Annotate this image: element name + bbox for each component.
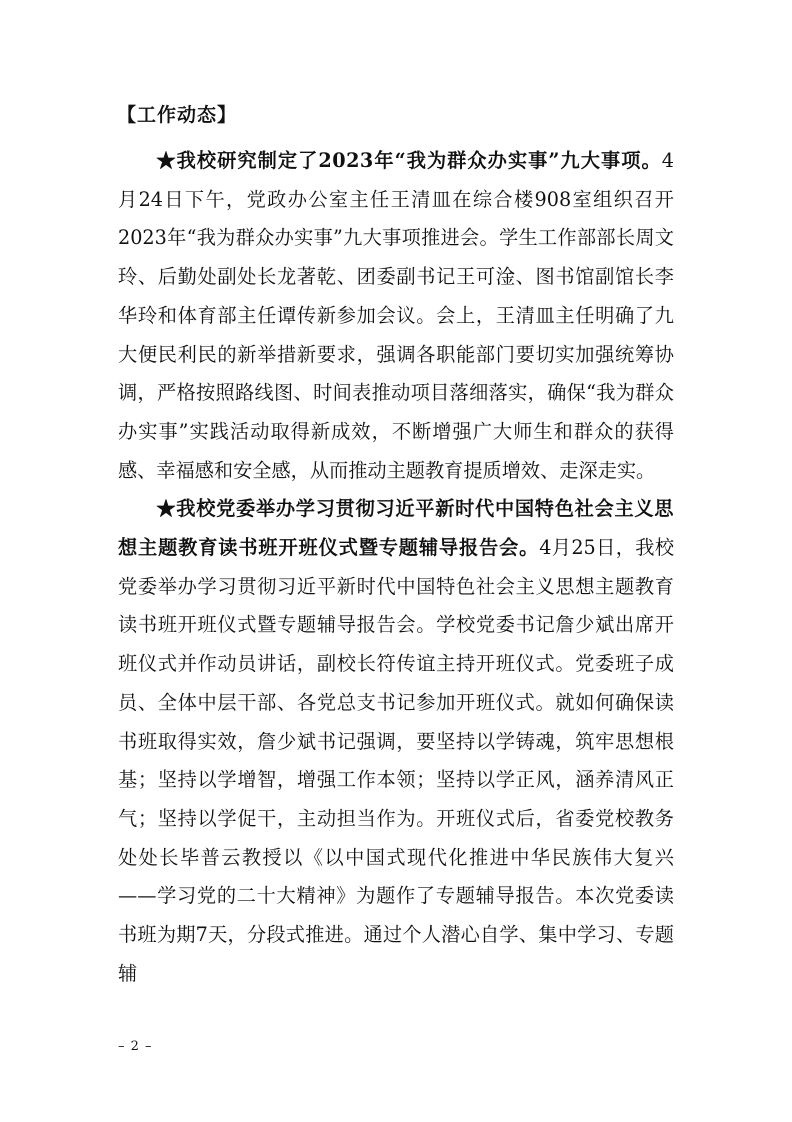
section-title: 【工作动态】 [117,104,238,126]
page-number: – 2 – [118,1039,153,1054]
news-body [118,142,674,993]
news-headline: ★我校研究制定了2023年“我为群众办实事”九大事项。 [156,149,662,172]
news-headline: ★我校党委举办学习贯彻习近平新时代中国特色社会主义思想主题教育读书班开班仪式暨专题辅导报告会。 [118,497,674,560]
news-item-plan [118,142,674,490]
news-content: 4月25日，我校党委举办学习贯彻习近平新时代中国特色社会主义思想主题教育读书班开班仪式暨专题辅导报告会。学校党委书记詹少斌出席开班仪式并作动员讲话，副校长符传谊主持开班仪式。党委班子成员、全体中层干部、各党总支书记参加开班仪式。就如何确保读书班取得实效，詹少斌书记强调，要坚持以学铸魂，筑牢思想根基；坚持以学增智，增强工作本领；坚持以学正风，涵养清风正气；坚持以学促干，主动担当作为。开班仪式后，省委党校教务处处长毕普云教授以《以中国式现代化推进中华民族伟大复兴——学习党的二十大精神》为题作了专题辅导报告。本次党委读书班为期7天，分段式推进。通过个人潜心自学、集中学习、专题辅 [118,536,675,985]
news-item-study-class [118,490,674,993]
news-content: 4月24日下午，党政办公室主任王清皿在综合楼908室组织召开2023年“我为群众办实事”九大事项推进会。学生工作部部长周文玲、后勤处副处长龙著乾、团委副书记王可淦、图书馆副馆长李华玲和体育部主任谭传新参加会议。会上，王清皿主任明确了九大便民利民的新举措新要求，强调各职能部门要切实加强统筹协调，严格按照路线图、时间表推动项目落细落实，确保“我为群众办实事”实践活动取得新成效，不断增强广大师生和群众的获得感、幸福感和安全感，从而推动主题教育提质增效、走深走实。 [118,149,674,482]
